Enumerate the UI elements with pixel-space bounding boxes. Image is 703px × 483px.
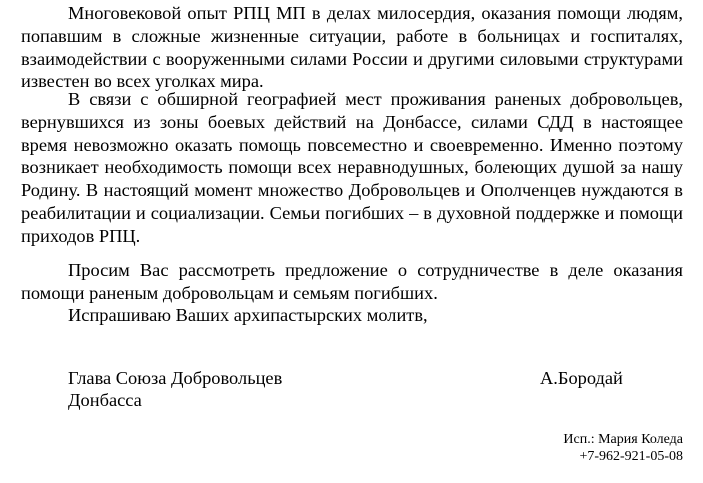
- signatory-name: А.Бородай: [540, 368, 623, 388]
- executor-phone: +7-962-921-05-08: [579, 449, 683, 464]
- signatory-title-line-1: Глава Союза Добровольцев: [68, 368, 283, 388]
- paragraph-church-experience: Многовековой опыт РПЦ МП в делах милосердия, оказания помощи людям, попавшим в сложные жизненные ситуации, работе в больницах и госпиталях, взаимодействии с вооруженными силами России и другими силовыми структурами известен во всех уголках мира.: [21, 3, 683, 92]
- paragraph-cooperation-request: Просим Вас рассмотреть предложение о сотрудничестве в деле оказания помощи раненым добровольцам и семьям погибших.: [21, 260, 683, 303]
- executor-name: Исп.: Мария Коледа: [563, 432, 683, 447]
- closing-prayer-line: Испрашиваю Ваших архипастырских молитв,: [68, 305, 428, 325]
- signatory-title-line-2: Донбасса: [68, 390, 142, 410]
- paragraph-volunteer-needs: В связи с обширной географией мест проживания раненых добровольцев, вернувшихся из зоны боевых действий на Донбассе, силами СДД в настоящее время невозможно оказать помощь повсеместно и своевременно. Именно поэтому возникает необходимость помощи всех неравнодушных, болеющих душой за нашу Родину. В настоящий момент множество Добровольцев и Ополченцев нуждаются в реабилитации и социализации. Семьи погибших – в духовной поддержке и помощи приходов РПЦ.: [21, 89, 683, 246]
